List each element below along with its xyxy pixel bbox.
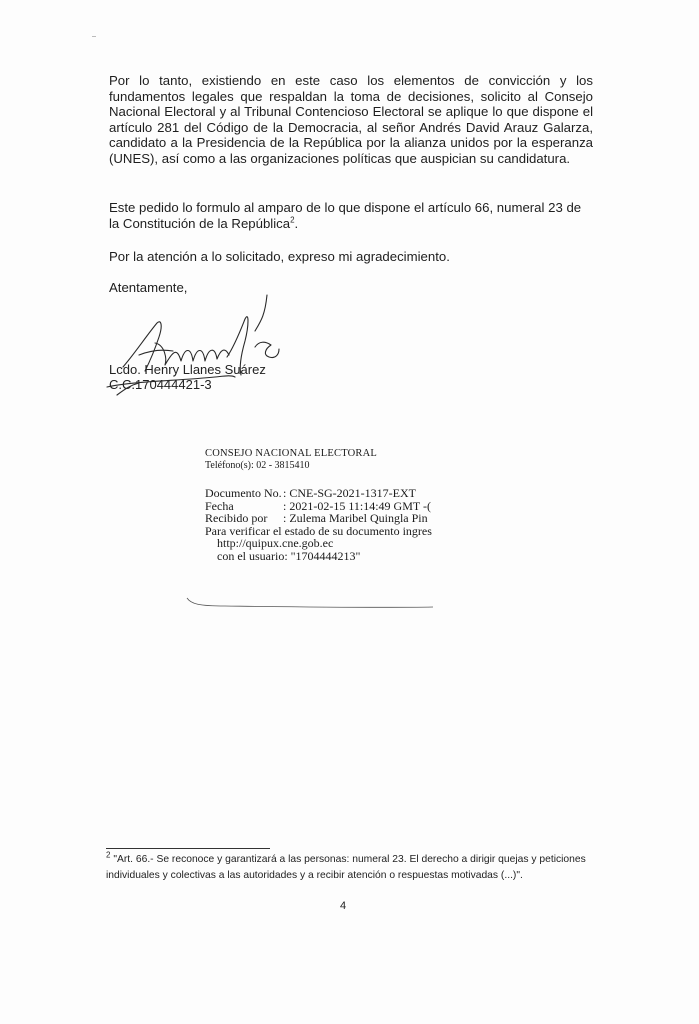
stamp-received-value: : Zulema Maribel Quingla Pin bbox=[283, 511, 428, 525]
signer-name: Lcdo. Henry Llanes Suárez bbox=[109, 362, 266, 377]
stamp-verify-line: Para verificar el estado de su documento ingres bbox=[205, 523, 432, 538]
handwritten-signature bbox=[95, 285, 295, 405]
footnote-text: "Art. 66.- Se reconoce y garantizará a las personas: numeral 23. El derecho a dirigir quejas y peticiones individuales y colectivas a las autoridades y a recibir atención o respuestas motivadas (...)". bbox=[106, 854, 586, 881]
stamp-document-value: : CNE-SG-2021-1317-EXT bbox=[283, 486, 416, 500]
footnote-reference: 2 bbox=[290, 215, 295, 225]
stamp-underline-stroke bbox=[185, 596, 435, 610]
stamp-date-label: Fecha bbox=[205, 498, 234, 513]
page-number: 4 bbox=[340, 900, 347, 912]
scan-artifact bbox=[92, 36, 96, 37]
paragraph-legal-basis-text: Este pedido lo formulo al amparo de lo que dispone el artículo 66, numeral 23 de la Constitución de la República bbox=[109, 200, 582, 231]
paragraph-legal-basis: Este pedido lo formulo al amparo de lo que dispone el artículo 66, numeral 23 de la Constitución de la República$^2$. bbox=[109, 200, 582, 231]
stamp-document-label: Documento No. bbox=[205, 486, 282, 500]
paragraph-thanks: Por la atención a lo solicitado, expreso mi agradecimiento. bbox=[109, 249, 450, 264]
stamp-received-label: Recibido por bbox=[205, 511, 268, 525]
footnote-number: 2 bbox=[106, 850, 111, 860]
stamp-url: http://quipux.cne.gob.ec bbox=[217, 536, 334, 550]
stamp-organization: CONSEJO NACIONAL ELECTORAL bbox=[205, 448, 378, 459]
stamp-date-value: : 2021-02-15 11:14:49 GMT -( bbox=[283, 498, 431, 513]
stamp-received-row bbox=[205, 512, 432, 525]
stamp-details bbox=[205, 487, 432, 562]
closing-salutation: Atentamente, bbox=[109, 280, 188, 295]
reception-stamp bbox=[205, 448, 432, 562]
signer-id: C.C.170444421-3 bbox=[109, 377, 212, 392]
footnote bbox=[106, 852, 606, 884]
stamp-phone: Teléfono(s): 02 - 3815410 bbox=[205, 460, 310, 471]
paragraph-request: Por lo tanto, existiendo en este caso los elementos de convicción y los fundamentos legales que respaldan la toma de decisiones, solicito al Consejo Nacional Electoral y al Tribunal Contencioso Electoral se aplique lo que dispone el artículo 281 del Código de la Democracia, al señor Andrés David Arauz Galarza, candidato a la Presidencia de la República por la alianza unidos por la esperanza (UNES), así como a las organizaciones políticas que auspician su candidatura. bbox=[109, 73, 593, 166]
footnote-separator bbox=[106, 848, 270, 849]
stamp-user-line: con el usuario: "1704444213" bbox=[217, 548, 361, 563]
